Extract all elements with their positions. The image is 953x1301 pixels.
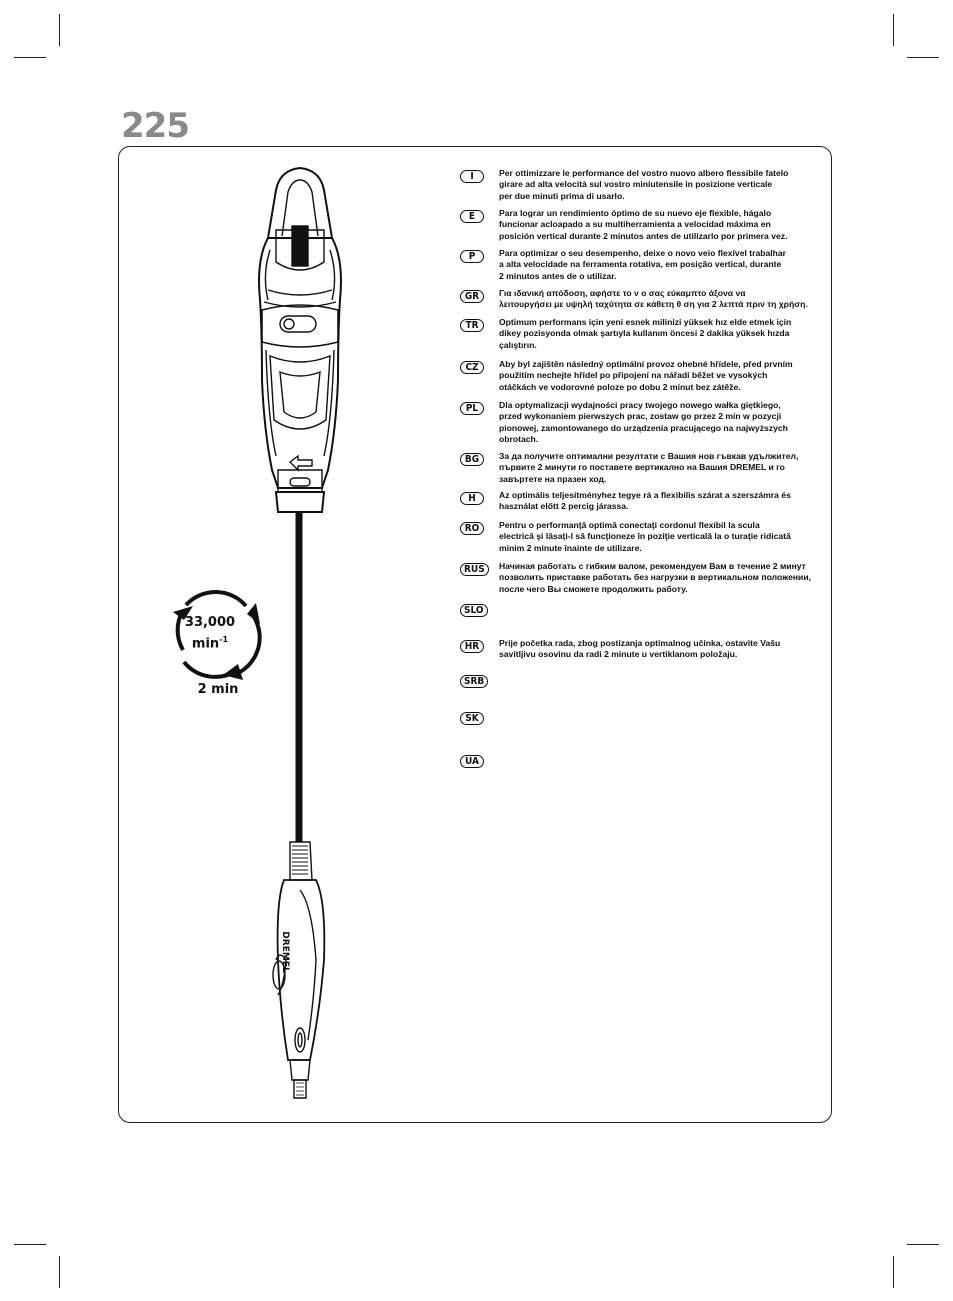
language-badge: P bbox=[460, 250, 484, 263]
instruction-text: Начиная работать с гибким валом, рекомендуем Вам в течение 2 минут позволить приставке работать без нагрузки в вертикальном положении, после чего Вы сможете продолжить работу. bbox=[499, 561, 812, 594]
page-number: 225 bbox=[121, 106, 189, 146]
language-badge: TR bbox=[460, 319, 484, 332]
language-badge: BG bbox=[460, 453, 484, 466]
instruction-text: Para lograr un rendimiento óptimo de su nuevo eje flexible, hágalo funcionar acloapado a su multiherramienta a velocidad máxima en posición vertical durante 2 minutos antes de utilizarlo por primera vez. bbox=[499, 208, 788, 241]
speed-value: 33,000 bbox=[184, 615, 236, 630]
speed-unit: $\min^{-1}$ bbox=[191, 635, 229, 652]
instruction-text: Aby byl zajištěn následný optimální provoz ohebné hřídele, před prvním použitím nechejte hřídel po připojení na nářadí běžet ve vysokých otáčkách ve vodorovné poloze po dobu 2 minut bez zátěže. bbox=[499, 359, 793, 392]
language-badge: H bbox=[460, 492, 484, 505]
language-badge: RO bbox=[460, 522, 484, 535]
language-badge: PL bbox=[460, 402, 484, 415]
instruction-text: За да получите оптимални резултати с Вашия нов гъвкав удължител, първите 2 минути го поставете вертикално на Вашия DREMEL и го завъртете на празен ход. bbox=[499, 451, 799, 484]
speed-label bbox=[170, 614, 250, 652]
language-badge: E bbox=[460, 210, 484, 223]
language-badge: GR bbox=[460, 290, 484, 303]
instruction-text: Per ottimizzare le performance del vostro nuovo albero flessibile fatelo girare ad alta velocità sul vostro miniutensile in posizione verticale per due minuti prima di usarlo. bbox=[499, 168, 789, 201]
language-badge: SRB bbox=[460, 675, 488, 688]
language-badge: CZ bbox=[460, 361, 484, 374]
instruction-text: Για ιδανική απόδοση, αφήστε το ν ο σας εύκαμπτο άξονα να λειτουργήσει με υψηλή ταχύτητα σε κάθετη θ ση για 2 λεπτά πριν τη χρήση. bbox=[499, 288, 808, 310]
language-badge: UA bbox=[460, 755, 484, 768]
instruction-text: Az optimális teljesítményhez tegye rá a flexibilis szárat a szerszámra és használat előtt 2 percig járassa. bbox=[499, 490, 791, 512]
instruction-text: Dla optymalizacji wydajności pracy twojego nowego wałka giętkiego, przed wykonaniem pierwszych prac, zostaw go przez 2 min w pozycji pionowej, zamontowanego do urządzenia pracującego na najwyższych obrotach. bbox=[499, 400, 788, 445]
instruction-text: Pentru o performanţă optimă conectaţi cordonul flexibil la scula electrică şi lăsaţi-l să funcţioneze în poziţie verticală la o turaţie ridicată minim 2 minute înainte de utilizare. bbox=[499, 520, 791, 553]
instruction-text: Optimum performans için yeni esnek milinizi yüksek hız elde etmek için dikey pozisyonda olmak şartıyla kullanım öncesi 2 dakika yüksek hızda çalıştırın. bbox=[499, 317, 792, 350]
language-badge: SK bbox=[460, 712, 484, 725]
instruction-text: Para optimizar o seu desempenho, deixe o novo veio flexível trabalhar a alta velocidade na ferramenta rotativa, em posição vertical, durante 2 minutos antes de o utilizar. bbox=[499, 248, 787, 281]
language-badge: HR bbox=[460, 640, 484, 653]
language-badge: RUS bbox=[460, 563, 489, 576]
instruction-text: Prije početka rada, zbog postizanja optimalnog učinka, ostavite Vašu savitljivu osovinu da radi 2 minute u vertiklanom položaju. bbox=[499, 638, 781, 660]
brand-mark: DREMEL bbox=[280, 931, 290, 973]
duration-label: 2 min bbox=[197, 682, 239, 697]
language-badge: I bbox=[460, 170, 484, 183]
language-badge: SLO bbox=[460, 604, 488, 617]
